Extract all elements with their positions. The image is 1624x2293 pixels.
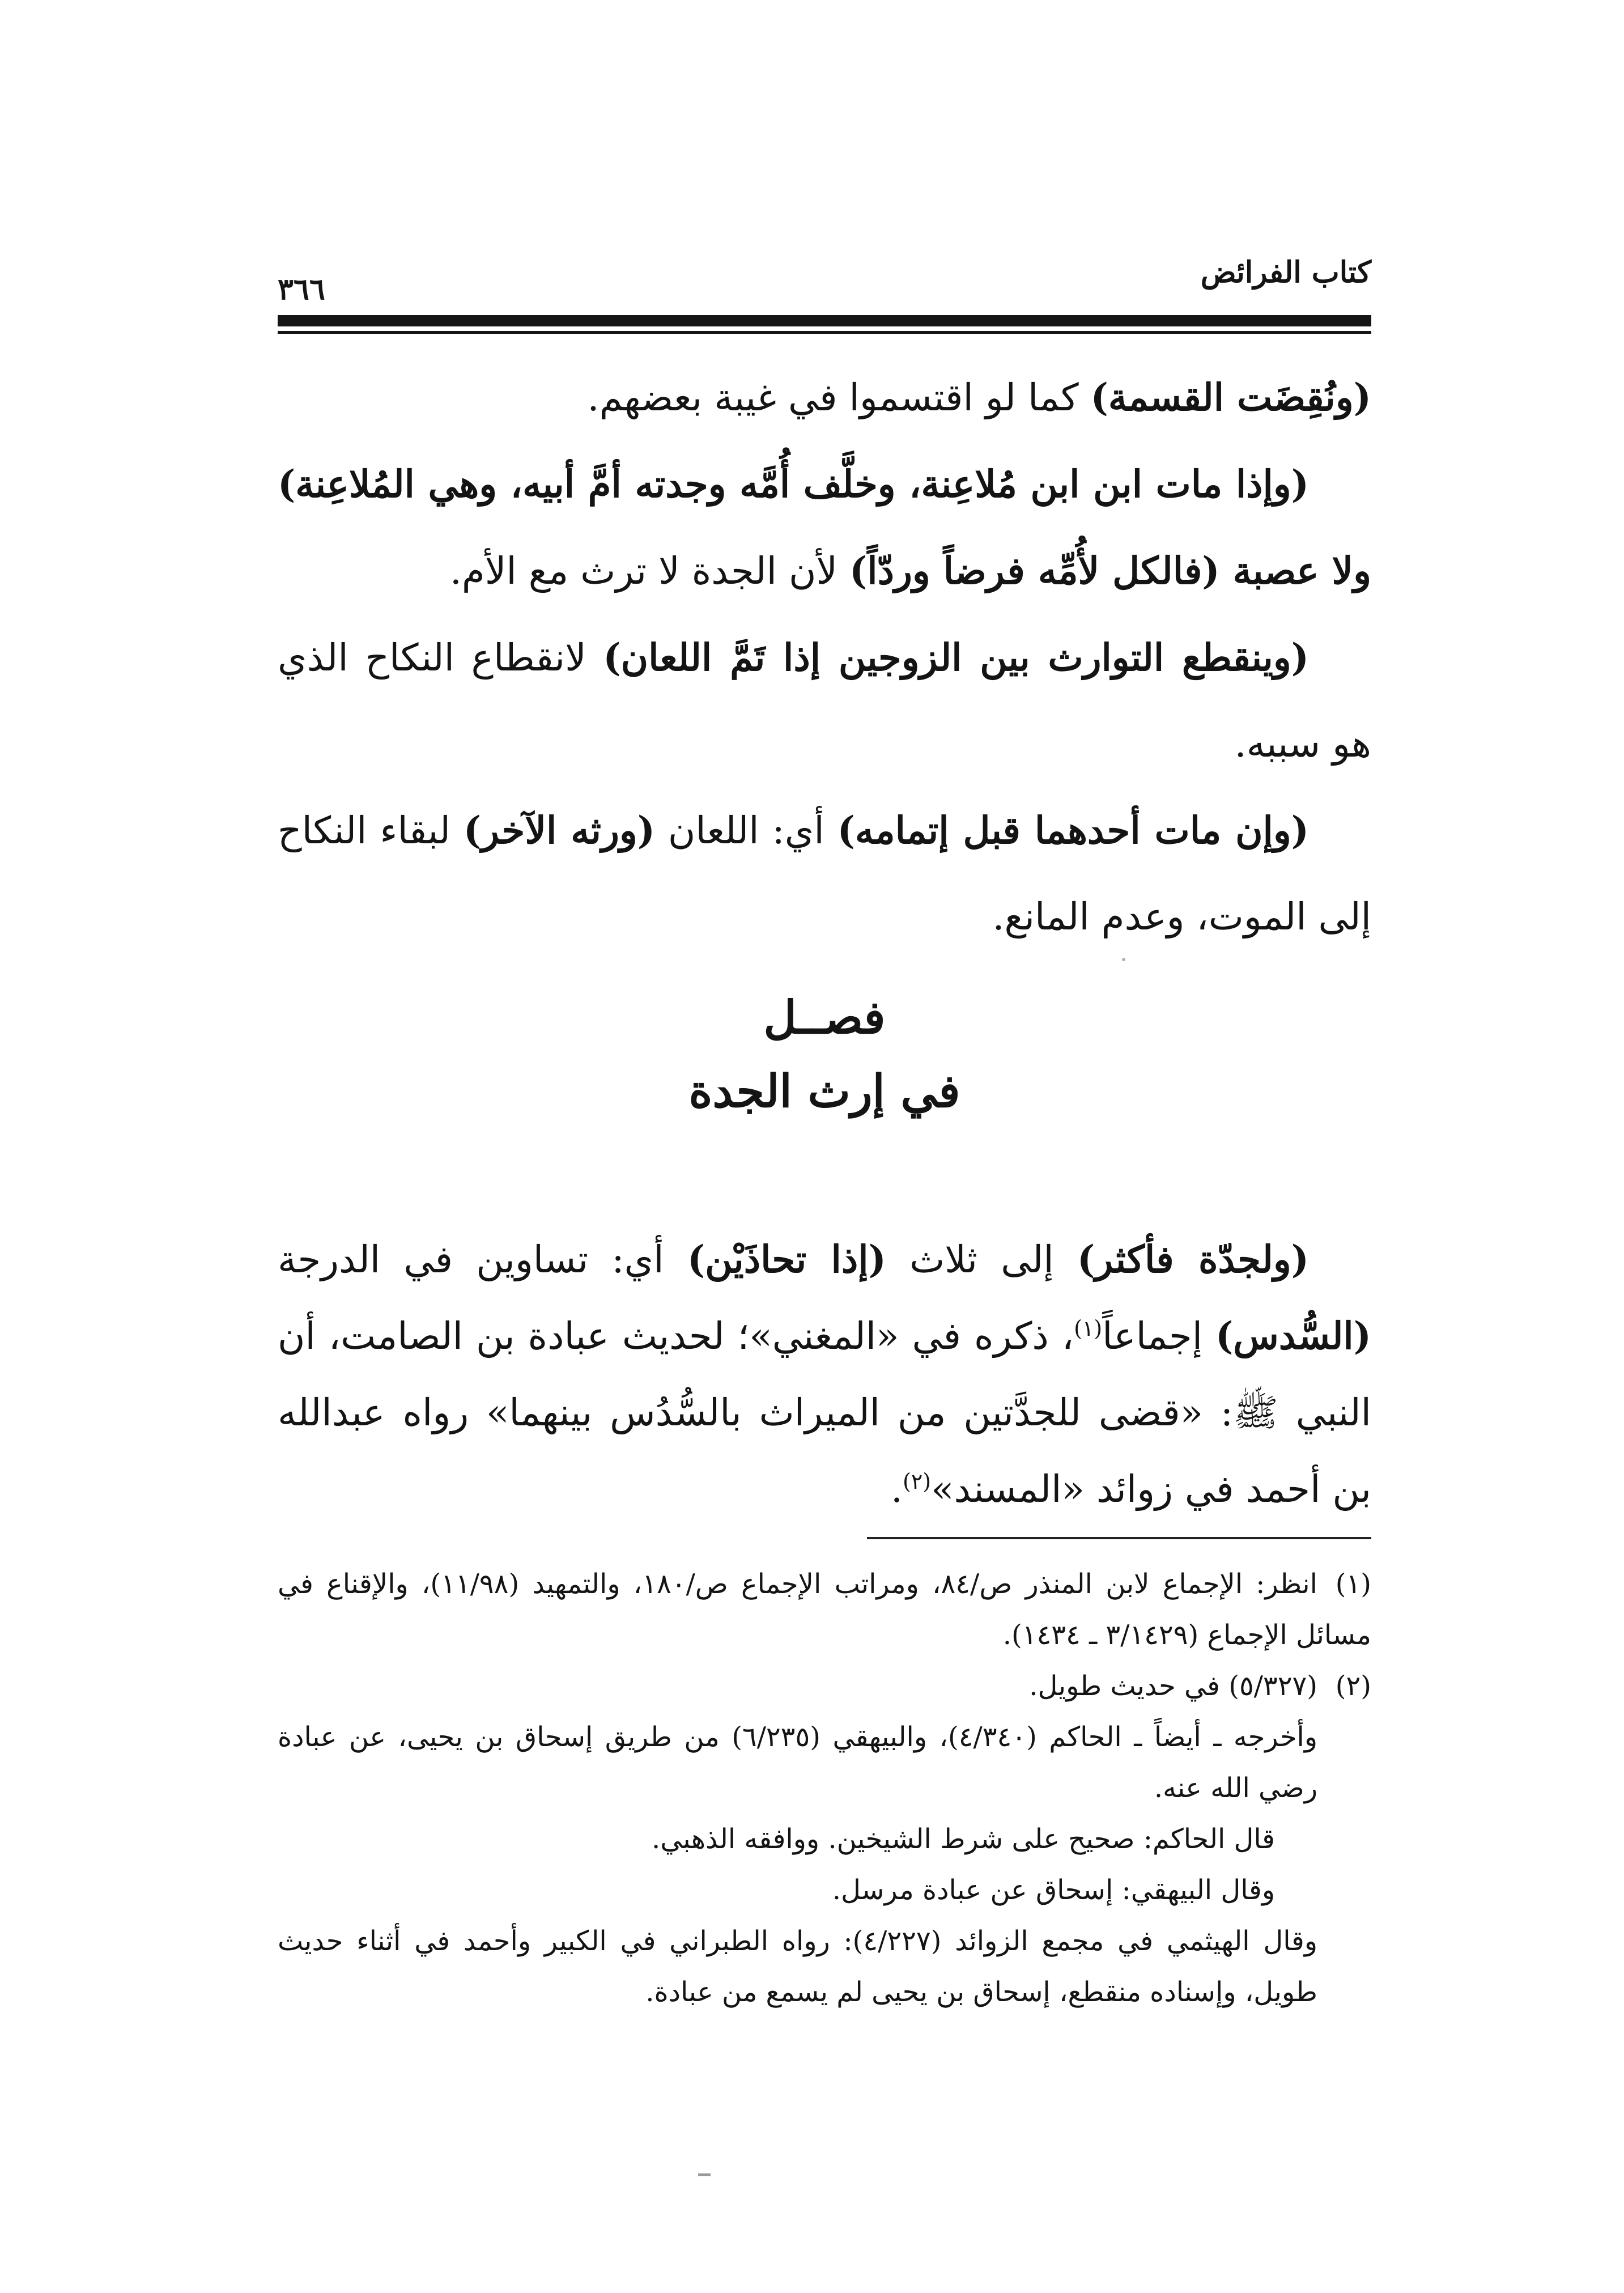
footnote-2-line: وقال البيهقي: إسحاق عن عبادة مرسل. xyxy=(832,1874,1275,1906)
page-number: ٣٦٦ xyxy=(278,272,325,307)
commentary: لأن الجدة لا ترث مع الأم. xyxy=(449,549,850,593)
paragraph xyxy=(278,354,1371,441)
bold-quote: (إذا تحاذَيْن) xyxy=(687,1237,886,1281)
bold-quote: (السُّدس) xyxy=(1215,1314,1371,1358)
print-mark xyxy=(698,2173,711,2176)
footnote-ref[interactable]: (١) xyxy=(1074,1316,1103,1341)
paragraph xyxy=(278,441,1371,614)
commentary: كما لو اقتسموا في غيبة بعضهم. xyxy=(587,376,1091,419)
bold-quote: (وإذا مات ابن ابن مُلاعِنة، وخلَّف أُمَّه وجدته أمَّ أبيه، وهي المُلاعِنة) ولا عصبة (فالكل لأُمِّه فرضاً وردّاً) xyxy=(278,462,1371,593)
header-rule-thick xyxy=(278,315,1371,326)
paragraph xyxy=(278,614,1371,787)
commentary: إلى ثلاث xyxy=(886,1238,1078,1281)
footnote-2-line: قال الحاكم: صحيح على شرط الشيخين. ووافقه الذهبي. xyxy=(651,1823,1275,1855)
bold-quote: (ورثه الآخر) xyxy=(463,808,655,852)
paragraph xyxy=(278,1221,1371,1527)
footnote-text: (٥/٣٢٧) في حديث طويل. xyxy=(1029,1670,1317,1702)
paragraph xyxy=(278,787,1371,960)
commentary: أي: اللعان xyxy=(654,809,837,852)
body-text-bottom xyxy=(278,1221,1371,1527)
footnote-number: (١) xyxy=(1335,1568,1371,1600)
header-rule-thin xyxy=(278,331,1371,334)
footnote-separator xyxy=(867,1537,1371,1539)
footnote-2-line: وقال الهيثمي في مجمع الزوائد (٤/٢٢٧): رواه الطبراني في الكبير وأحمد في أثناء حديث طويل، وإسناده منقطع، إسحاق بن يحيى لم يسمع من عبادة. xyxy=(278,1925,1317,2008)
running-header xyxy=(278,244,1371,306)
footnote-2 xyxy=(278,1661,1371,1712)
bold-quote: (وينقطع التوارث بين الزوجين إذا تَمَّ اللعان) xyxy=(603,635,1309,680)
commentary: أي: تساوين في الدرجة xyxy=(278,1238,687,1281)
footnote-1 xyxy=(278,1559,1371,1661)
footnote-text: انظر: الإجماع لابن المنذر ص/٨٤، ومراتب الإجماع ص/١٨٠، والتمهيد (١١/٩٨)، والإقناع في مسائل الإجماع (٣/١٤٢٩ ـ ١٤٣٤). xyxy=(278,1568,1371,1651)
footnote-ref[interactable]: (٢) xyxy=(903,1469,932,1494)
print-speck xyxy=(1122,958,1125,961)
book-title: كتاب الفرائض xyxy=(1200,255,1371,290)
bold-quote: (وإن مات أحدهما قبل إتمامه) xyxy=(837,808,1309,852)
bold-quote: (ولجدّة فأكثر) xyxy=(1077,1237,1309,1281)
commentary: لانقطاع النكاح الذي هو سببه. xyxy=(278,636,1371,766)
section-subtitle: في إرث الجدة xyxy=(688,1064,960,1118)
commentary: . xyxy=(891,1467,903,1511)
footnote-number: (٢) xyxy=(1335,1670,1371,1702)
bold-quote: (ونُقِضَت القسمة) xyxy=(1090,375,1371,419)
footnote-2-line: وأخرجه ـ أيضاً ـ الحاكم (٤/٣٤٠)، والبيهقي (٦/٢٣٥) من طريق إسحاق بن يحيى، عن عبادة رضي الله عنه. xyxy=(278,1721,1317,1804)
section-title: فصــل xyxy=(763,991,886,1044)
commentary: لبقاء النكاح إلى الموت، وعدم المانع. xyxy=(278,809,1371,939)
body-text-top xyxy=(278,354,1371,960)
commentary: إجماعاً xyxy=(1102,1314,1215,1358)
commentary: ، ذكره في «المغني»؛ لحديث عبادة بن الصامت، أن النبي ﷺ: «قضى للجدَّتين من الميراث بالسُّدُس بينهما» رواه عبدالله بن أحمد في زوائد «المسند» xyxy=(278,1314,1371,1511)
footnotes xyxy=(278,1559,1371,2018)
